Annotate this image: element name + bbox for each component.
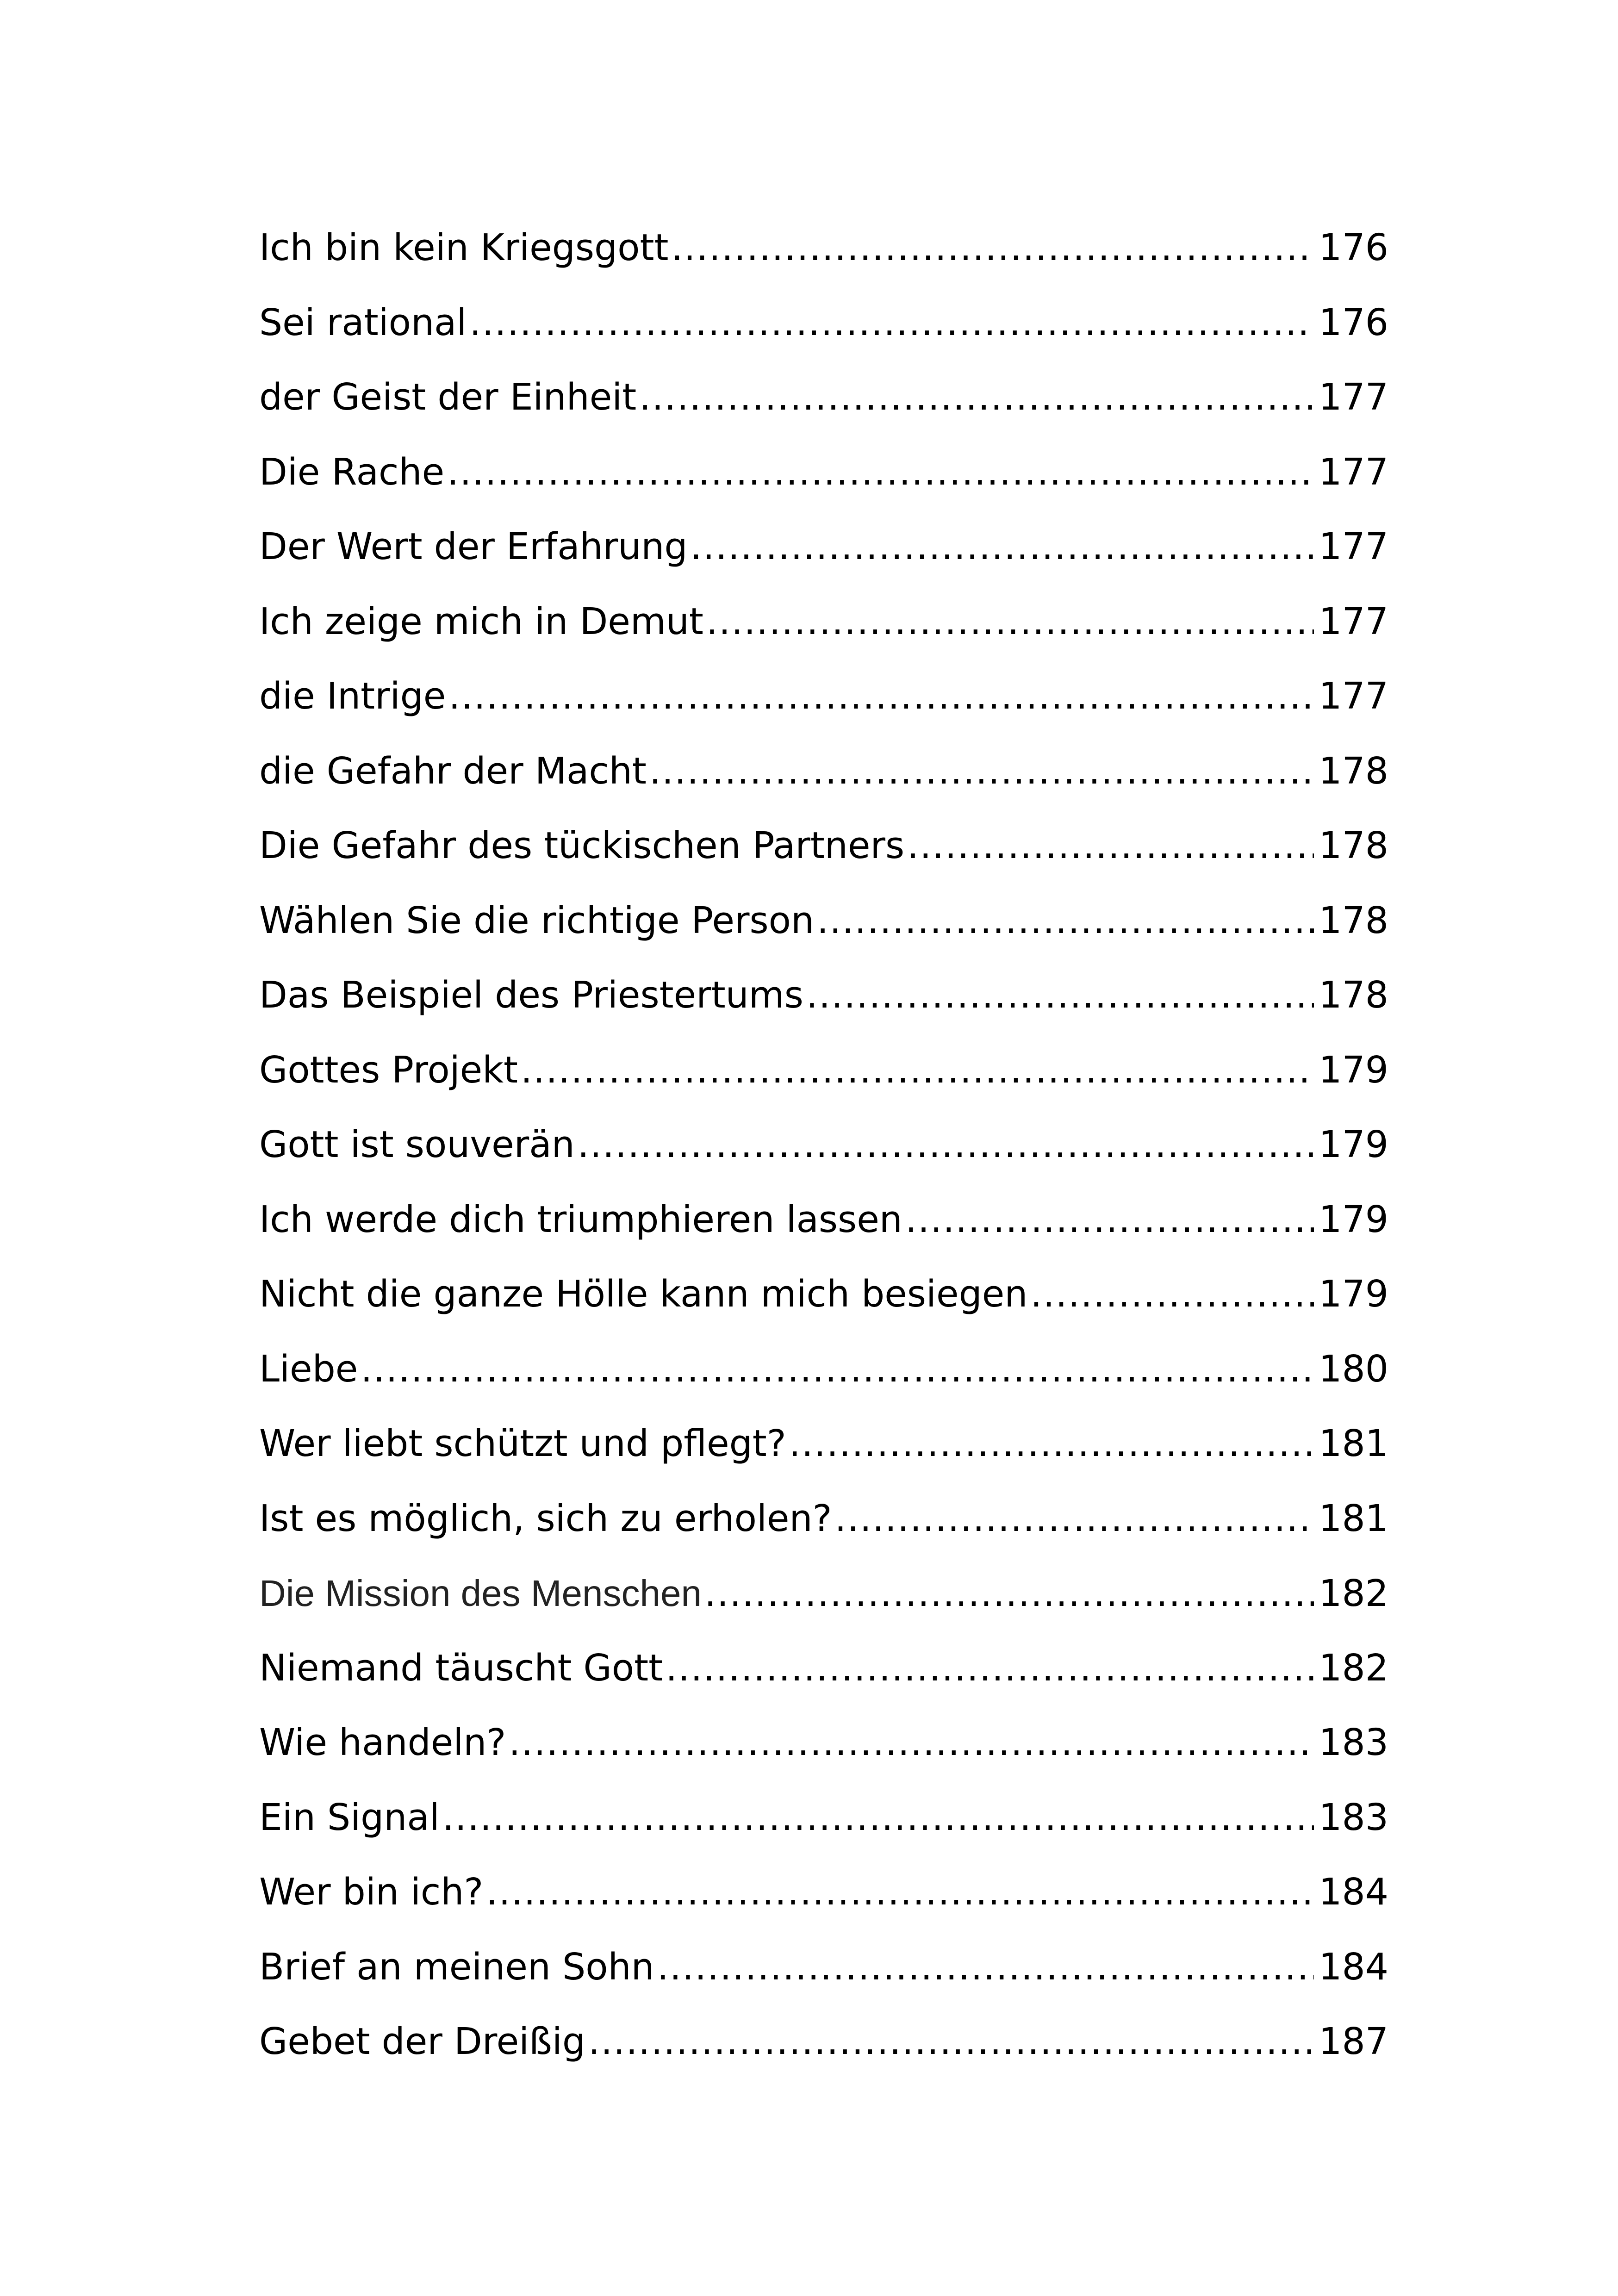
toc-entry[interactable] bbox=[259, 884, 1388, 958]
toc-entry[interactable] bbox=[259, 360, 1388, 435]
toc-page-number: 181 bbox=[1319, 1422, 1388, 1465]
toc-entry-title: Ich bin kein Kriegsgott bbox=[259, 226, 669, 269]
toc-entry[interactable] bbox=[259, 1406, 1388, 1481]
toc-entry[interactable] bbox=[259, 1855, 1388, 1930]
toc-page-number: 179 bbox=[1319, 1273, 1388, 1315]
toc-dot-leader bbox=[666, 1631, 1314, 1706]
toc-page-number: 177 bbox=[1319, 376, 1388, 418]
toc-page-number: 182 bbox=[1319, 1646, 1388, 1689]
toc-entry-title: Gebet der Dreißig bbox=[259, 2020, 585, 2063]
toc-entry-title: Niemand täuscht Gott bbox=[259, 1646, 663, 1689]
toc-entry-title: Die Rache bbox=[259, 450, 445, 493]
toc-entry-title: Gott ist souverän bbox=[259, 1123, 575, 1166]
toc-dot-leader bbox=[1030, 1257, 1314, 1332]
toc-entry[interactable] bbox=[259, 1257, 1388, 1332]
toc-entry-title: Die Mission des Menschen bbox=[259, 1573, 702, 1614]
toc-entry[interactable] bbox=[259, 2004, 1388, 2079]
toc-page-number: 179 bbox=[1319, 1198, 1388, 1241]
toc-entry[interactable] bbox=[259, 1930, 1388, 2005]
toc-dot-leader bbox=[442, 1780, 1314, 1855]
toc-dot-leader bbox=[578, 1108, 1314, 1182]
toc-entry[interactable] bbox=[259, 585, 1388, 660]
toc-entry[interactable] bbox=[259, 286, 1388, 361]
toc-entry[interactable] bbox=[259, 734, 1388, 809]
toc-page-number: 178 bbox=[1319, 899, 1388, 942]
toc-entry-title: die Gefahr der Macht bbox=[259, 749, 647, 792]
toc-entry[interactable] bbox=[259, 1556, 1388, 1631]
toc-page-number: 178 bbox=[1319, 824, 1388, 867]
toc-page-number: 176 bbox=[1319, 226, 1388, 269]
toc-page-number: 179 bbox=[1319, 1048, 1388, 1091]
toc-page-number: 176 bbox=[1319, 301, 1388, 344]
toc-entry-title: Wie handeln? bbox=[259, 1721, 506, 1764]
toc-entry-title: Das Beispiel des Priestertums bbox=[259, 974, 803, 1016]
toc-dot-leader bbox=[806, 958, 1314, 1033]
toc-dot-leader bbox=[905, 1182, 1314, 1257]
toc-entry-title: Der Wert der Erfahrung bbox=[259, 525, 688, 568]
toc-entry[interactable] bbox=[259, 510, 1388, 585]
toc-page-number: 184 bbox=[1319, 1945, 1388, 1988]
table-of-contents bbox=[259, 211, 1388, 2079]
toc-entry-title: Wer bin ich? bbox=[259, 1871, 484, 1913]
toc-dot-leader bbox=[671, 211, 1314, 286]
toc-dot-leader bbox=[649, 734, 1314, 809]
toc-page-number: 177 bbox=[1319, 525, 1388, 568]
toc-page-number: 183 bbox=[1319, 1721, 1388, 1764]
toc-entry-title: Sei rational bbox=[259, 301, 467, 344]
toc-page-number: 177 bbox=[1319, 675, 1388, 717]
toc-dot-leader bbox=[639, 360, 1314, 435]
toc-entry-title: Ein Signal bbox=[259, 1796, 440, 1839]
toc-entry[interactable] bbox=[259, 211, 1388, 286]
toc-entry[interactable] bbox=[259, 1481, 1388, 1556]
toc-page-number: 178 bbox=[1319, 974, 1388, 1016]
toc-page-number: 180 bbox=[1319, 1347, 1388, 1390]
toc-dot-leader bbox=[907, 809, 1314, 884]
toc-page-number: 183 bbox=[1319, 1796, 1388, 1839]
toc-dot-leader bbox=[690, 510, 1314, 585]
toc-entry-title: Ich zeige mich in Demut bbox=[259, 600, 703, 643]
toc-entry[interactable] bbox=[259, 659, 1388, 734]
toc-dot-leader bbox=[521, 1033, 1314, 1108]
toc-page-number: 178 bbox=[1319, 749, 1388, 792]
toc-entry[interactable] bbox=[259, 1332, 1388, 1407]
toc-entry-title: Wer liebt schützt und pflegt? bbox=[259, 1422, 786, 1465]
toc-page-number: 177 bbox=[1319, 450, 1388, 493]
toc-dot-leader bbox=[469, 286, 1314, 361]
toc-entry-title: Ich werde dich triumphieren lassen bbox=[259, 1198, 902, 1241]
toc-page-number: 179 bbox=[1319, 1123, 1388, 1166]
toc-dot-leader bbox=[789, 1406, 1314, 1481]
toc-entry[interactable] bbox=[259, 958, 1388, 1033]
toc-entry-title: Die Gefahr des tückischen Partners bbox=[259, 824, 905, 867]
toc-entry-title: der Geist der Einheit bbox=[259, 376, 637, 418]
toc-entry-title: Ist es möglich, sich zu erholen? bbox=[259, 1497, 832, 1540]
toc-dot-leader bbox=[361, 1332, 1314, 1407]
toc-entry[interactable] bbox=[259, 1780, 1388, 1855]
toc-entry[interactable] bbox=[259, 1182, 1388, 1257]
toc-entry-title: Gottes Projekt bbox=[259, 1048, 518, 1091]
toc-dot-leader bbox=[704, 1556, 1314, 1631]
toc-dot-leader bbox=[706, 585, 1314, 660]
toc-entry[interactable] bbox=[259, 1705, 1388, 1780]
toc-entry-title: Nicht die ganze Hölle kann mich besiegen bbox=[259, 1273, 1028, 1315]
toc-dot-leader bbox=[817, 884, 1314, 958]
toc-entry-title: Wählen Sie die richtige Person bbox=[259, 899, 815, 942]
toc-dot-leader bbox=[588, 2004, 1314, 2079]
toc-dot-leader bbox=[447, 435, 1314, 510]
toc-page-number: 184 bbox=[1319, 1871, 1388, 1913]
toc-entry-title: Liebe bbox=[259, 1347, 358, 1390]
toc-entry[interactable] bbox=[259, 1033, 1388, 1108]
toc-entry[interactable] bbox=[259, 1631, 1388, 1706]
toc-dot-leader bbox=[835, 1481, 1314, 1556]
toc-page-number: 177 bbox=[1319, 600, 1388, 643]
toc-dot-leader bbox=[486, 1855, 1314, 1930]
toc-dot-leader bbox=[657, 1930, 1314, 2005]
toc-entry-title: Brief an meinen Sohn bbox=[259, 1945, 654, 1988]
toc-entry-title: die Intrige bbox=[259, 675, 446, 717]
toc-page-number: 182 bbox=[1319, 1572, 1388, 1615]
toc-entry[interactable] bbox=[259, 809, 1388, 884]
toc-page-number: 187 bbox=[1319, 2020, 1388, 2063]
toc-entry[interactable] bbox=[259, 435, 1388, 510]
toc-dot-leader bbox=[448, 659, 1314, 734]
toc-entry[interactable] bbox=[259, 1108, 1388, 1182]
toc-page-number: 181 bbox=[1319, 1497, 1388, 1540]
toc-dot-leader bbox=[509, 1705, 1314, 1780]
